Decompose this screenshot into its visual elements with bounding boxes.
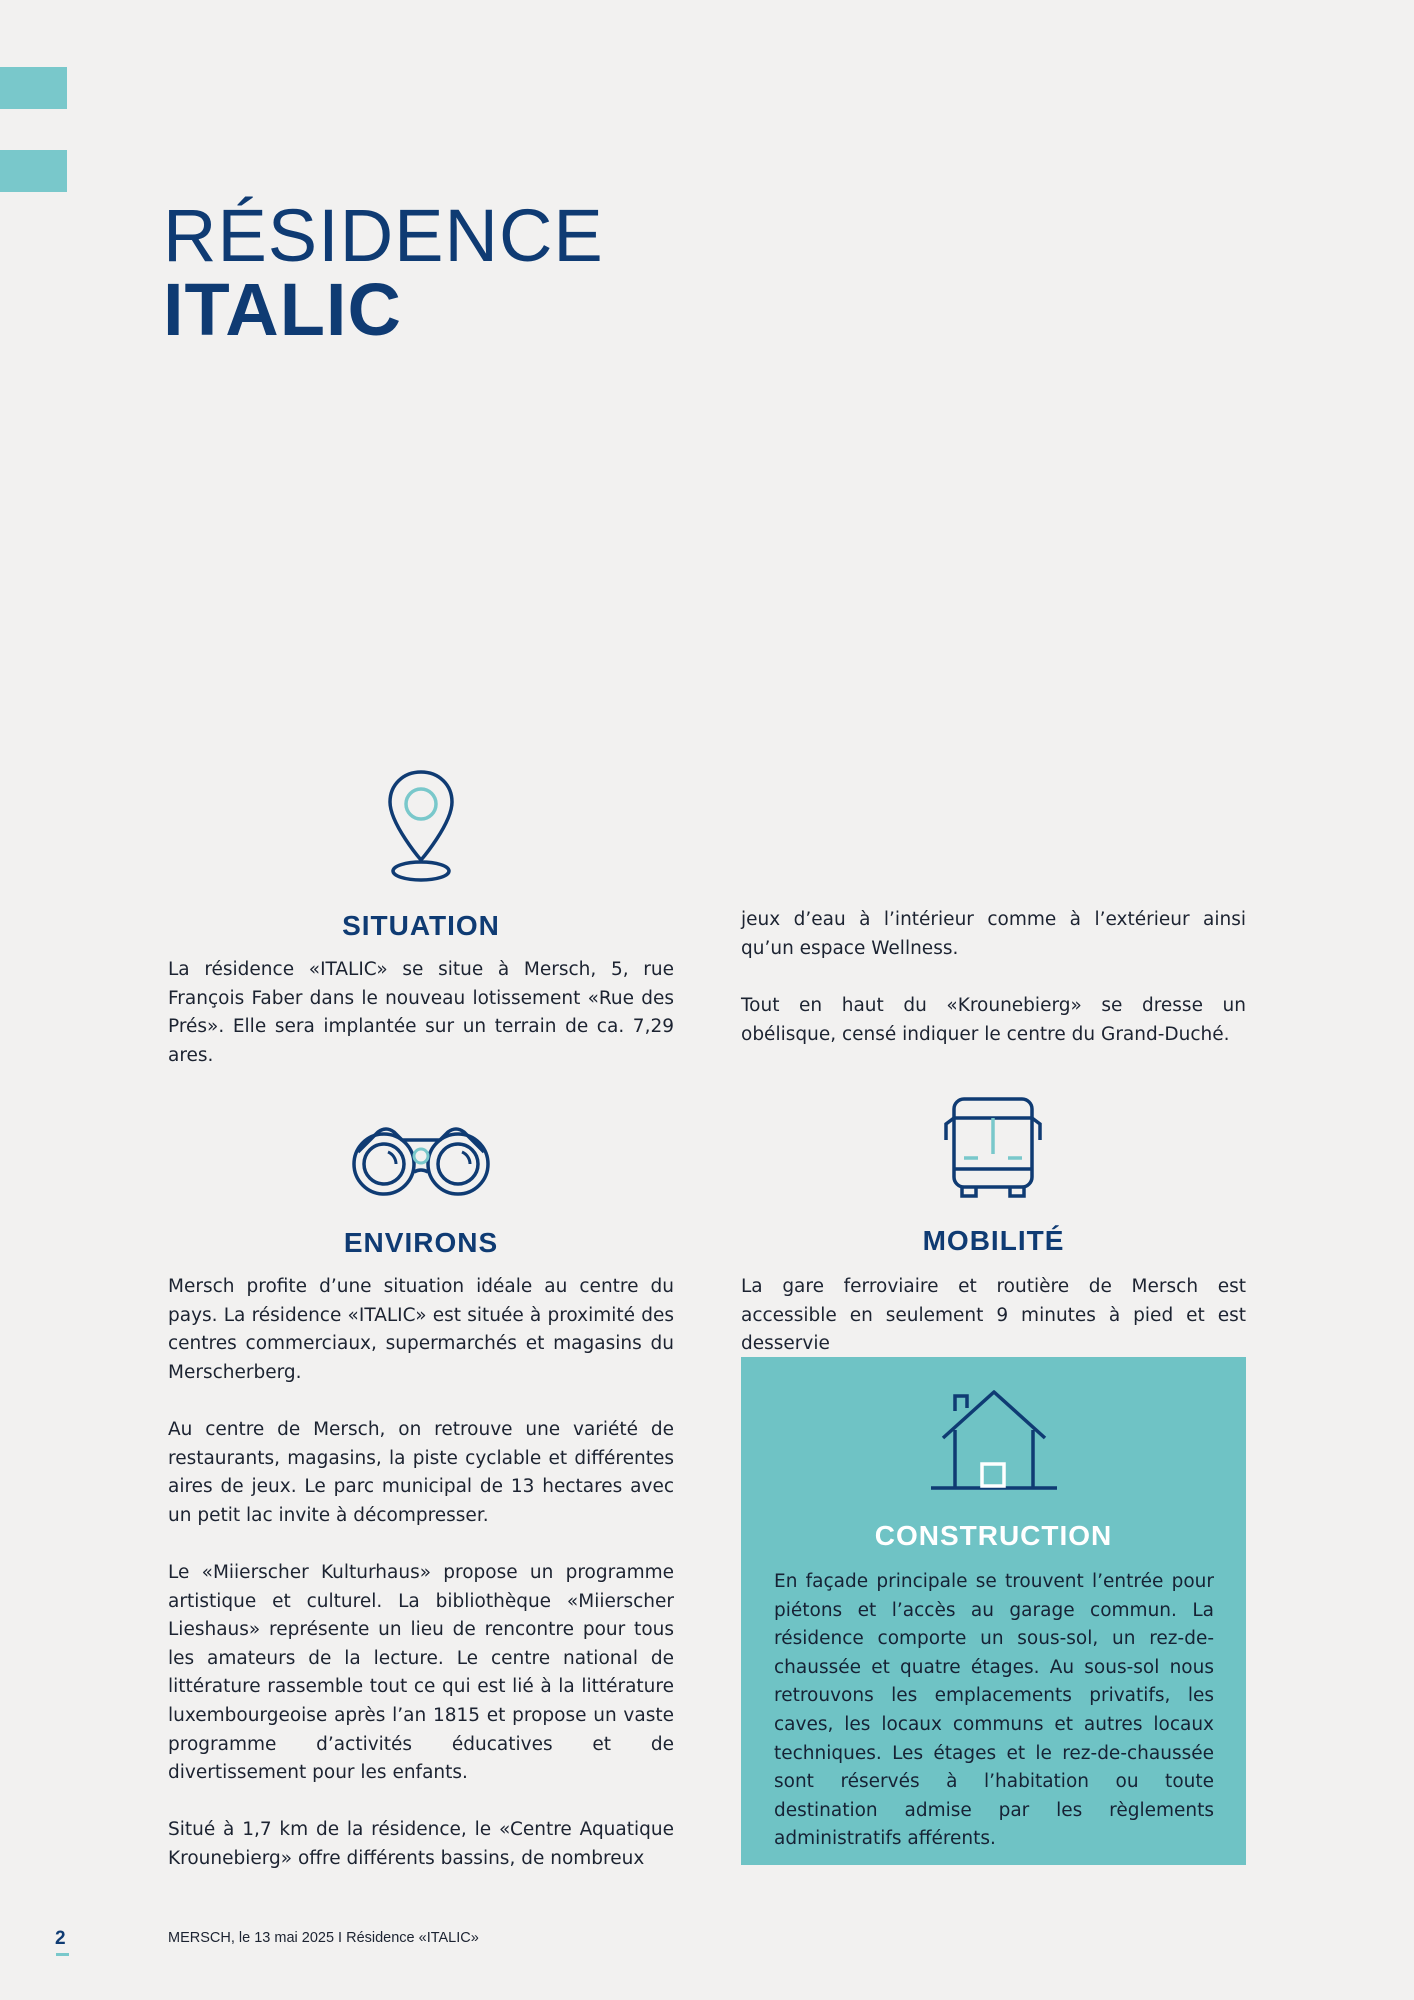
- location-pin-icon: [386, 769, 456, 889]
- environs-paragraph-3: Le «Miierscher Kulturhaus» propose un programme artistique et culturel. La bibliothèque «Miierscher Lieshaus» représente un lieu de rencontre pour tous les amateurs de la lecture. Le centre national de littérature rassemble tout ce qui est lié à la littérature luxembourgeoise après l’an 1815 et propose un vaste programme d’activités éducatives et de divertissement pour les enfants.: [168, 1562, 674, 1784]
- environs-paragraph-1: Mersch profite d’une situation idéale au centre du pays. La résidence «ITALIC» est située à proximité des centres commerciaux, supermarchés et magasins du Merscherberg.: [168, 1276, 674, 1383]
- construction-panel: [741, 1357, 1246, 1865]
- binoculars-icon: [348, 1124, 494, 1200]
- footer-text: MERSCH, le 13 mai 2025 I Résidence «ITALIC»: [168, 1930, 479, 1946]
- page-title-line1: RÉSIDENCE: [163, 194, 604, 277]
- environs-paragraph-4: Situé à 1,7 km de la résidence, le «Centre Aquatique Krounebierg» offre différents bassins, de nombreux: [168, 1819, 674, 1869]
- construction-paragraph: En façade principale se trouvent l’entrée pour piétons et l’accès au garage commun. La résidence comporte un sous-sol, un rez-de-chaussée et quatre étages. Au sous-sol nous retrouvons les emplacements privatifs, les caves, les locaux communs et autres locaux techniques. Les étages et le rez-de-chaussée sont réservés à l’habitation ou toute destination admise par les règlements administratifs afférents.: [774, 1571, 1214, 1850]
- environs-continued-paragraph-2: Tout en haut du «Krounebierg» se dresse un obélisque, censé indiquer le centre du Grand-Duché.: [741, 995, 1246, 1045]
- page-number-underline: [56, 1953, 69, 1956]
- situation-paragraph: La résidence «ITALIC» se situe à Mersch, 5, rue François Faber dans le nouveau lotissement «Rue des Prés». Elle sera implantée sur un terrain de ca. 7,29 ares.: [168, 959, 674, 1066]
- mobilite-paragraph: La gare ferroviaire et routière de Mersch est accessible en seulement 9 minutes à pied et est desservie: [741, 1276, 1246, 1355]
- environs-paragraph-2: Au centre de Mersch, on retrouve une variété de restaurants, magasins, la piste cyclable et différentes aires de jeux. Le parc municipal de 13 hectares avec un petit lac invite à décompresser.: [168, 1419, 674, 1526]
- section-heading-environs: ENVIRONS: [343, 1227, 499, 1258]
- environs-continued-paragraph-1: jeux d’eau à l’intérieur comme à l’extérieur ainsi qu’un espace Wellness.: [741, 909, 1246, 959]
- bus-icon: [942, 1096, 1044, 1204]
- decorative-tab: [0, 67, 67, 109]
- house-icon: [929, 1386, 1059, 1500]
- decorative-tab: [0, 150, 67, 192]
- section-heading-construction: CONSTRUCTION: [874, 1520, 1113, 1551]
- section-heading-situation: SITUATION: [342, 910, 500, 941]
- page-title-line2: ITALIC: [163, 268, 402, 351]
- section-heading-mobilite: MOBILITÉ: [922, 1225, 1065, 1256]
- page-number: 2: [55, 1928, 66, 1949]
